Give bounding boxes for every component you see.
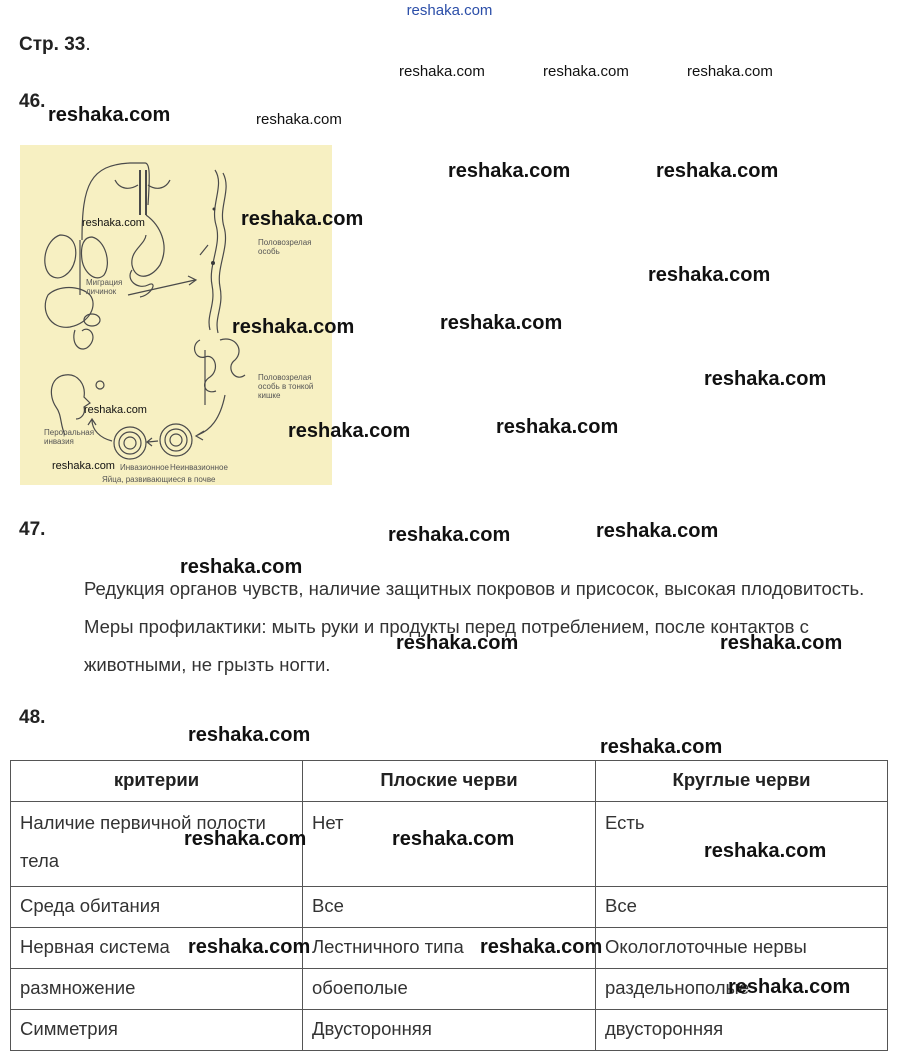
table-cell: раздельнополые [596,969,888,1010]
watermark: reshaka.com [241,208,364,230]
answer-47-text: Редукция органов чувств, наличие защитных покровов и присосок, высокая плодовитость. Меры профилактики: мыть руки и продукты перед потреблением, после контактов с животными, не грызть ногти. [84,578,865,675]
figure-label-mature-worm: Половозрелая особь [258,238,312,256]
site-link[interactable]: reshaka.com [406,2,493,19]
table-cell: Нет [303,802,596,887]
comparison-table [10,760,888,1051]
figure-label-migration: Миграция личинок [86,278,123,296]
watermark: reshaka.com [720,632,843,654]
column-header-flatworms: Плоские черви [303,761,596,802]
watermark: reshaka.com [656,160,779,182]
watermark: reshaka.com [399,63,485,80]
watermark: reshaka.com [256,111,342,128]
watermark: reshaka.com [704,368,827,390]
figure-label-eggs-soil: Яйца, развивающиеся в почве [102,475,216,484]
table-row [11,928,888,969]
watermark: reshaka.com [52,460,115,472]
table-cell: Среда обитания [11,887,303,928]
watermark: reshaka.com [687,63,773,80]
watermark: reshaka.com [48,104,171,126]
watermark: reshaka.com [543,63,629,80]
table-cell: Все [303,887,596,928]
table-cell: Лестничного типа [303,928,596,969]
table-row [11,887,888,928]
watermark: reshaka.com [704,840,827,862]
watermark: reshaka.com [648,264,771,286]
table-row [11,1010,888,1051]
watermark: reshaka.com [188,936,311,958]
question-48-number: 48. [19,707,46,728]
table-cell: Наличие первичной полости тела [11,802,303,887]
page-label [19,34,91,56]
watermark: reshaka.com [84,404,147,416]
table-cell: Все [596,887,888,928]
column-header-roundworms: Круглые черви [596,761,888,802]
watermark: reshaka.com [448,160,571,182]
table-cell: Двусторонняя [303,1010,596,1051]
question-46-number: 46. [19,91,46,112]
column-header-criteria: критерии [11,761,303,802]
watermark: reshaka.com [600,736,723,758]
table-cell: размножение [11,969,303,1010]
table-cell: Есть [596,802,888,887]
watermark: reshaka.com [388,524,511,546]
watermark: reshaka.com [184,828,307,850]
watermark: reshaka.com [82,217,145,229]
watermark: reshaka.com [188,724,311,746]
watermark: reshaka.com [480,936,603,958]
figure-label-oral-invasion: Пероральная инвазия [44,428,95,446]
roundworm-lifecycle-figure [20,145,332,485]
table-header-row [11,761,888,802]
question-47-number: 47. [19,519,46,540]
table-cell: обоеполые [303,969,596,1010]
figure-label-invasive: Инвазионное [120,463,170,472]
table-cell: двусторонняя [596,1010,888,1051]
table-cell: Нервная система [11,928,303,969]
figure-label-noninvasive: Неинвазионное [170,463,228,472]
page-label-dot: . [85,34,91,55]
watermark: reshaka.com [288,420,411,442]
watermark: reshaka.com [728,976,851,998]
watermark: reshaka.com [180,556,303,578]
watermark: reshaka.com [232,316,355,338]
watermark: reshaka.com [392,828,515,850]
watermark: reshaka.com [440,312,563,334]
figure-label-mature-intestine: Половозрелая особь в тонкой кишке [258,373,314,400]
watermark: reshaka.com [496,416,619,438]
table-cell: Симметрия [11,1010,303,1051]
watermark: reshaka.com [396,632,519,654]
page-label-text: Стр. 33 [19,34,86,55]
watermark: reshaka.com [596,520,719,542]
table-cell: Окологлоточные нервы [596,928,888,969]
